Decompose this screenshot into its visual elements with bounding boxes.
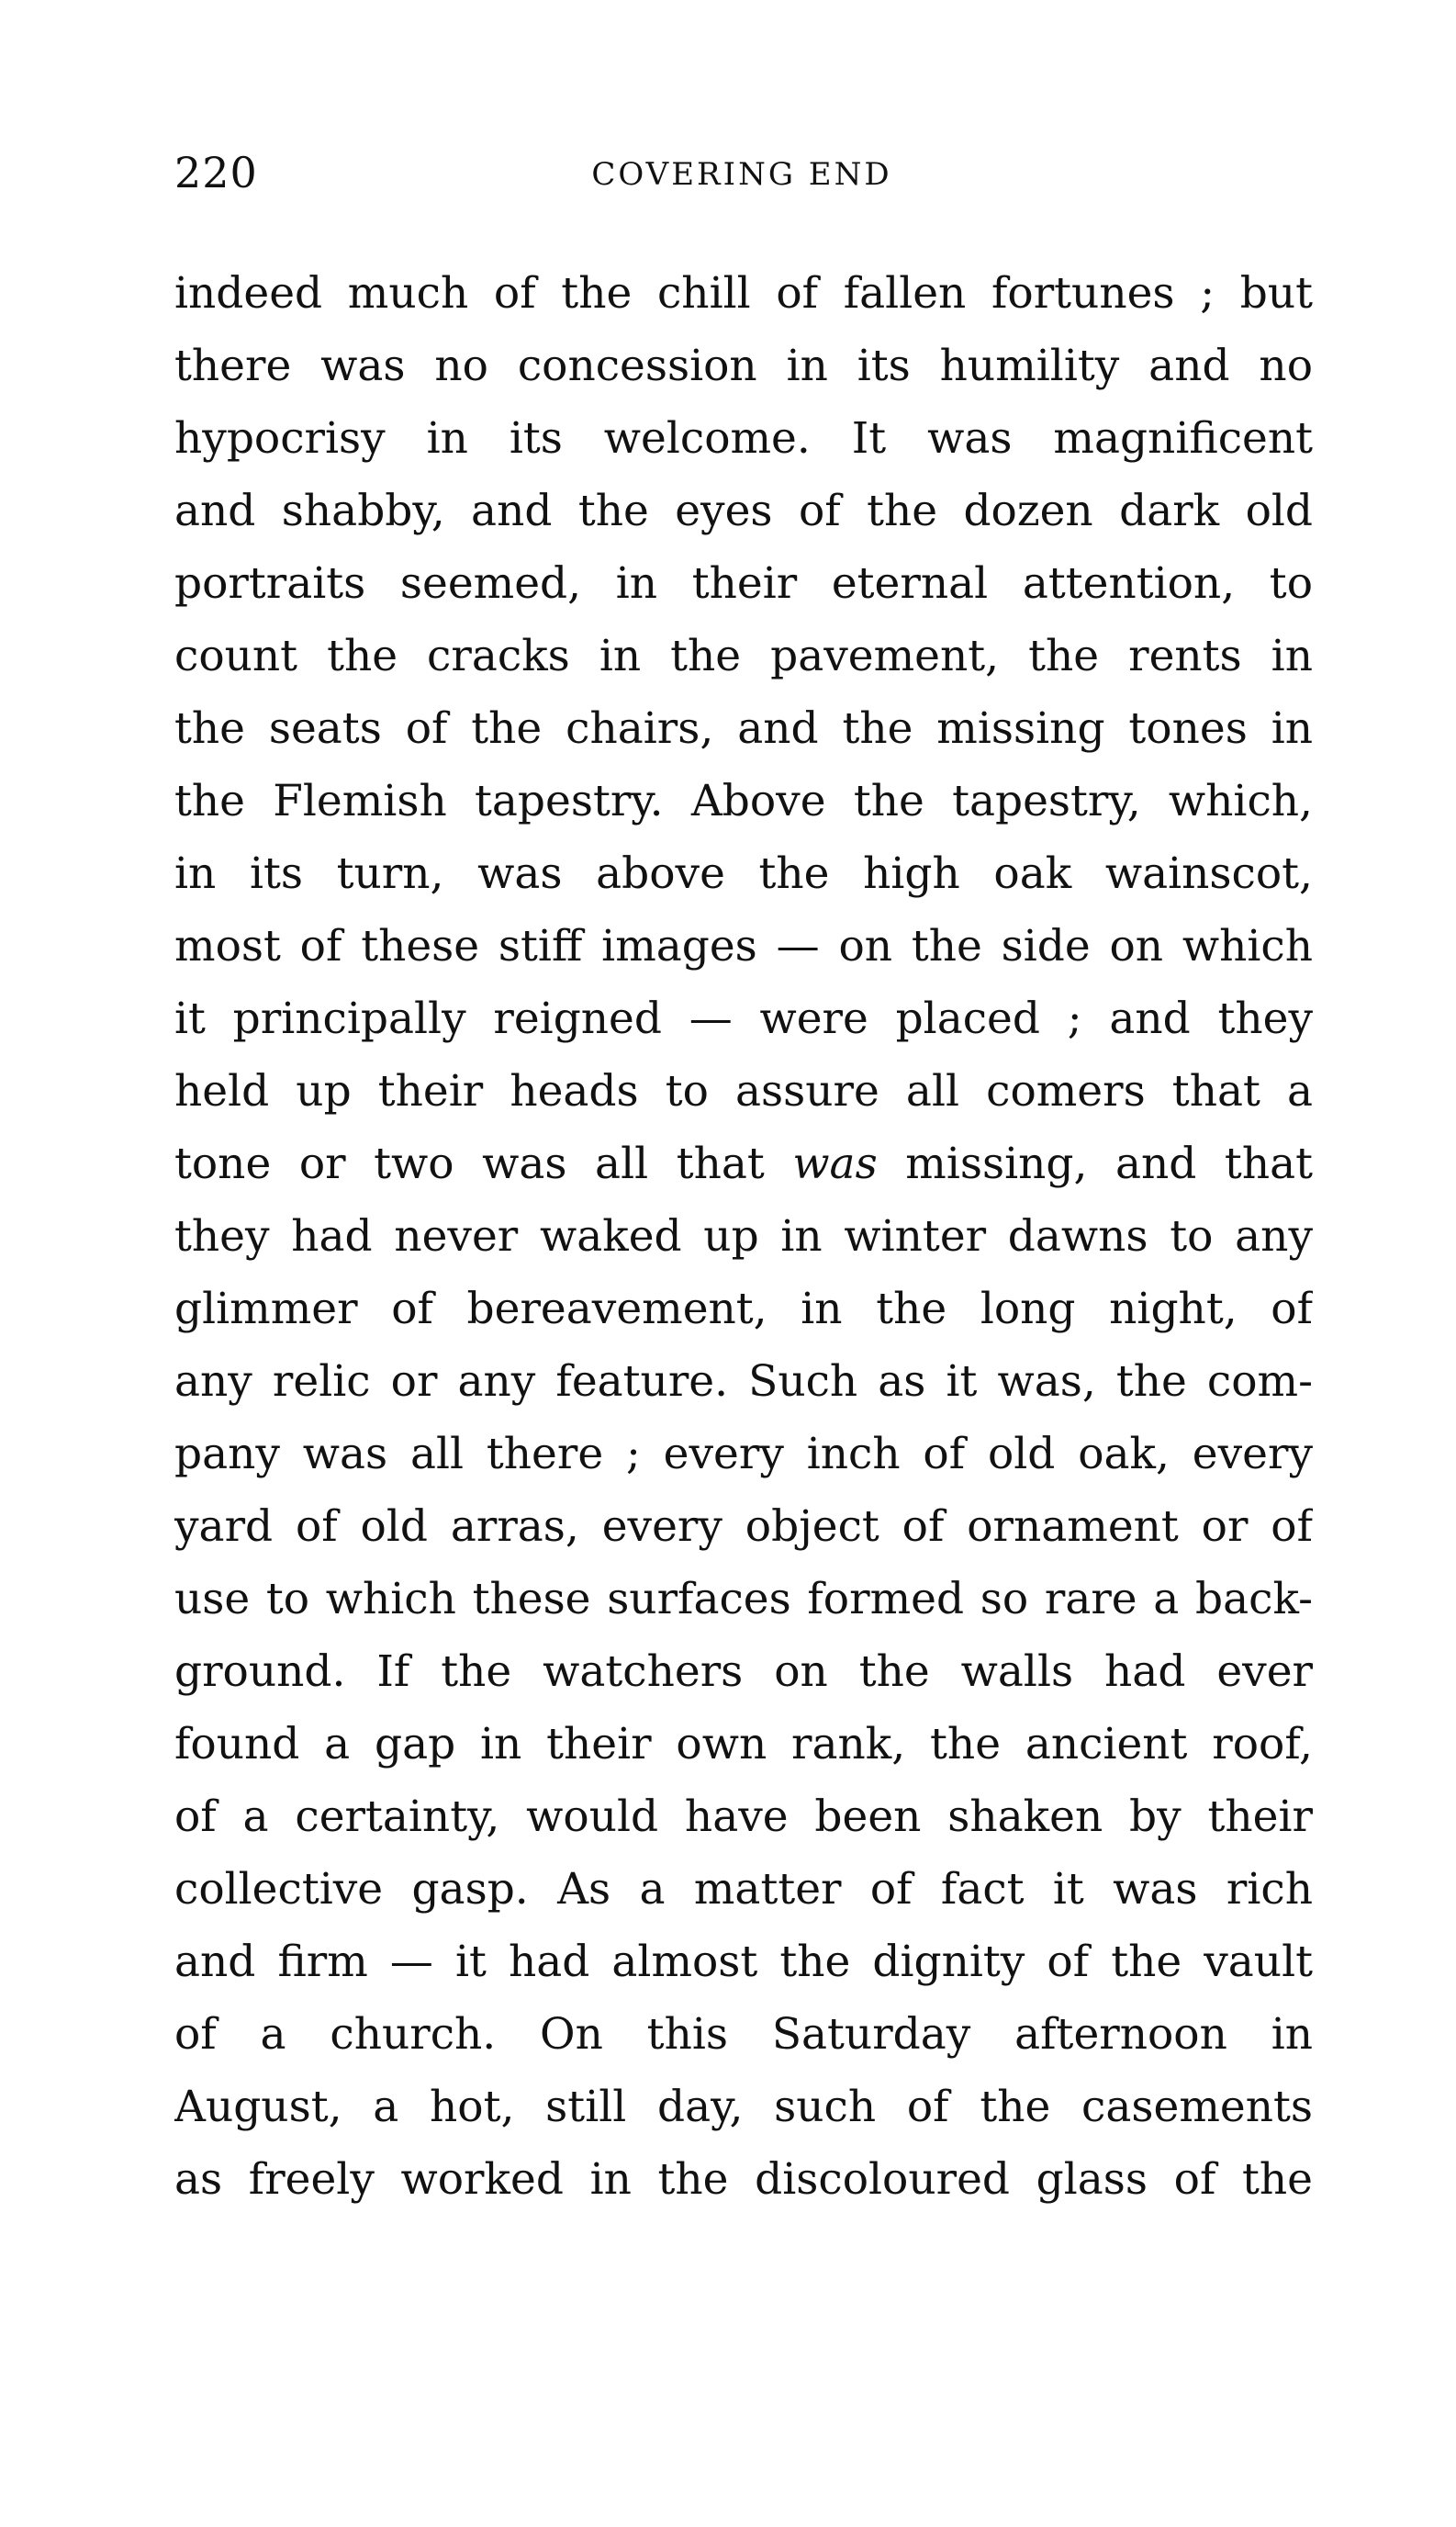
- text-line: use to which these surfaces formed so rare a back-: [174, 1574, 1313, 1624]
- text-line: it principally reigned — were placed ; and they: [174, 994, 1313, 1044]
- text-line: August, a hot, still day, such of the casements: [174, 2082, 1313, 2132]
- text-line: as freely worked in the discoloured glass of the: [174, 2154, 1313, 2205]
- text-line: hypocrisy in its welcome. It was magnificent: [174, 413, 1313, 464]
- text-line: of a certainty, would have been shaken by their: [174, 1791, 1313, 1842]
- text-line: count the cracks in the pavement, the rents in: [174, 631, 1313, 681]
- text-line: in its turn, was above the high oak wainscot,: [174, 848, 1313, 899]
- text-line: ground. If the watchers on the walls had ever: [174, 1646, 1313, 1697]
- text-line-with-italic: [174, 1128, 1313, 1200]
- text-line: the seats of the chairs, and the missing tones in: [174, 703, 1313, 754]
- text-segment: tone or two was all that: [174, 1139, 793, 1189]
- text-line: and firm — it had almost the dignity of the vault: [174, 1937, 1313, 1987]
- running-title: COVERING END: [591, 156, 892, 193]
- body-text: [174, 257, 1313, 2216]
- text-segment: missing, and that: [877, 1139, 1313, 1189]
- text-line: they had never waked up in winter dawns to any: [174, 1211, 1313, 1262]
- running-head: [174, 145, 1313, 200]
- text-line: there was no concession in its humility and no: [174, 341, 1313, 391]
- text-line: portraits seemed, in their eternal attention, to: [174, 558, 1313, 609]
- text-line: yard of old arras, every object of ornament or of: [174, 1501, 1313, 1552]
- text-line: of a church. On this Saturday afternoon in: [174, 2009, 1313, 2060]
- text-line: indeed much of the chill of fallen fortunes ; but: [174, 268, 1313, 319]
- text-line: most of these stiff images — on the side on which: [174, 921, 1313, 971]
- text-line: any relic or any feature. Such as it was, the com-: [174, 1356, 1313, 1407]
- text-line: pany was all there ; every inch of old oak, every: [174, 1429, 1313, 1479]
- text-line: the Flemish tapestry. Above the tapestry, which,: [174, 776, 1313, 826]
- text-line: found a gap in their own rank, the ancient roof,: [174, 1719, 1313, 1769]
- text-line: and shabby, and the eyes of the dozen dark old: [174, 486, 1313, 536]
- italic-word: was: [792, 1139, 878, 1189]
- page-number: 220: [174, 148, 258, 197]
- text-line: collective gasp. As a matter of fact it was rich: [174, 1864, 1313, 1915]
- text-line: glimmer of bereavement, in the long night, of: [174, 1284, 1313, 1334]
- text-line: held up their heads to assure all comers that a: [174, 1066, 1313, 1117]
